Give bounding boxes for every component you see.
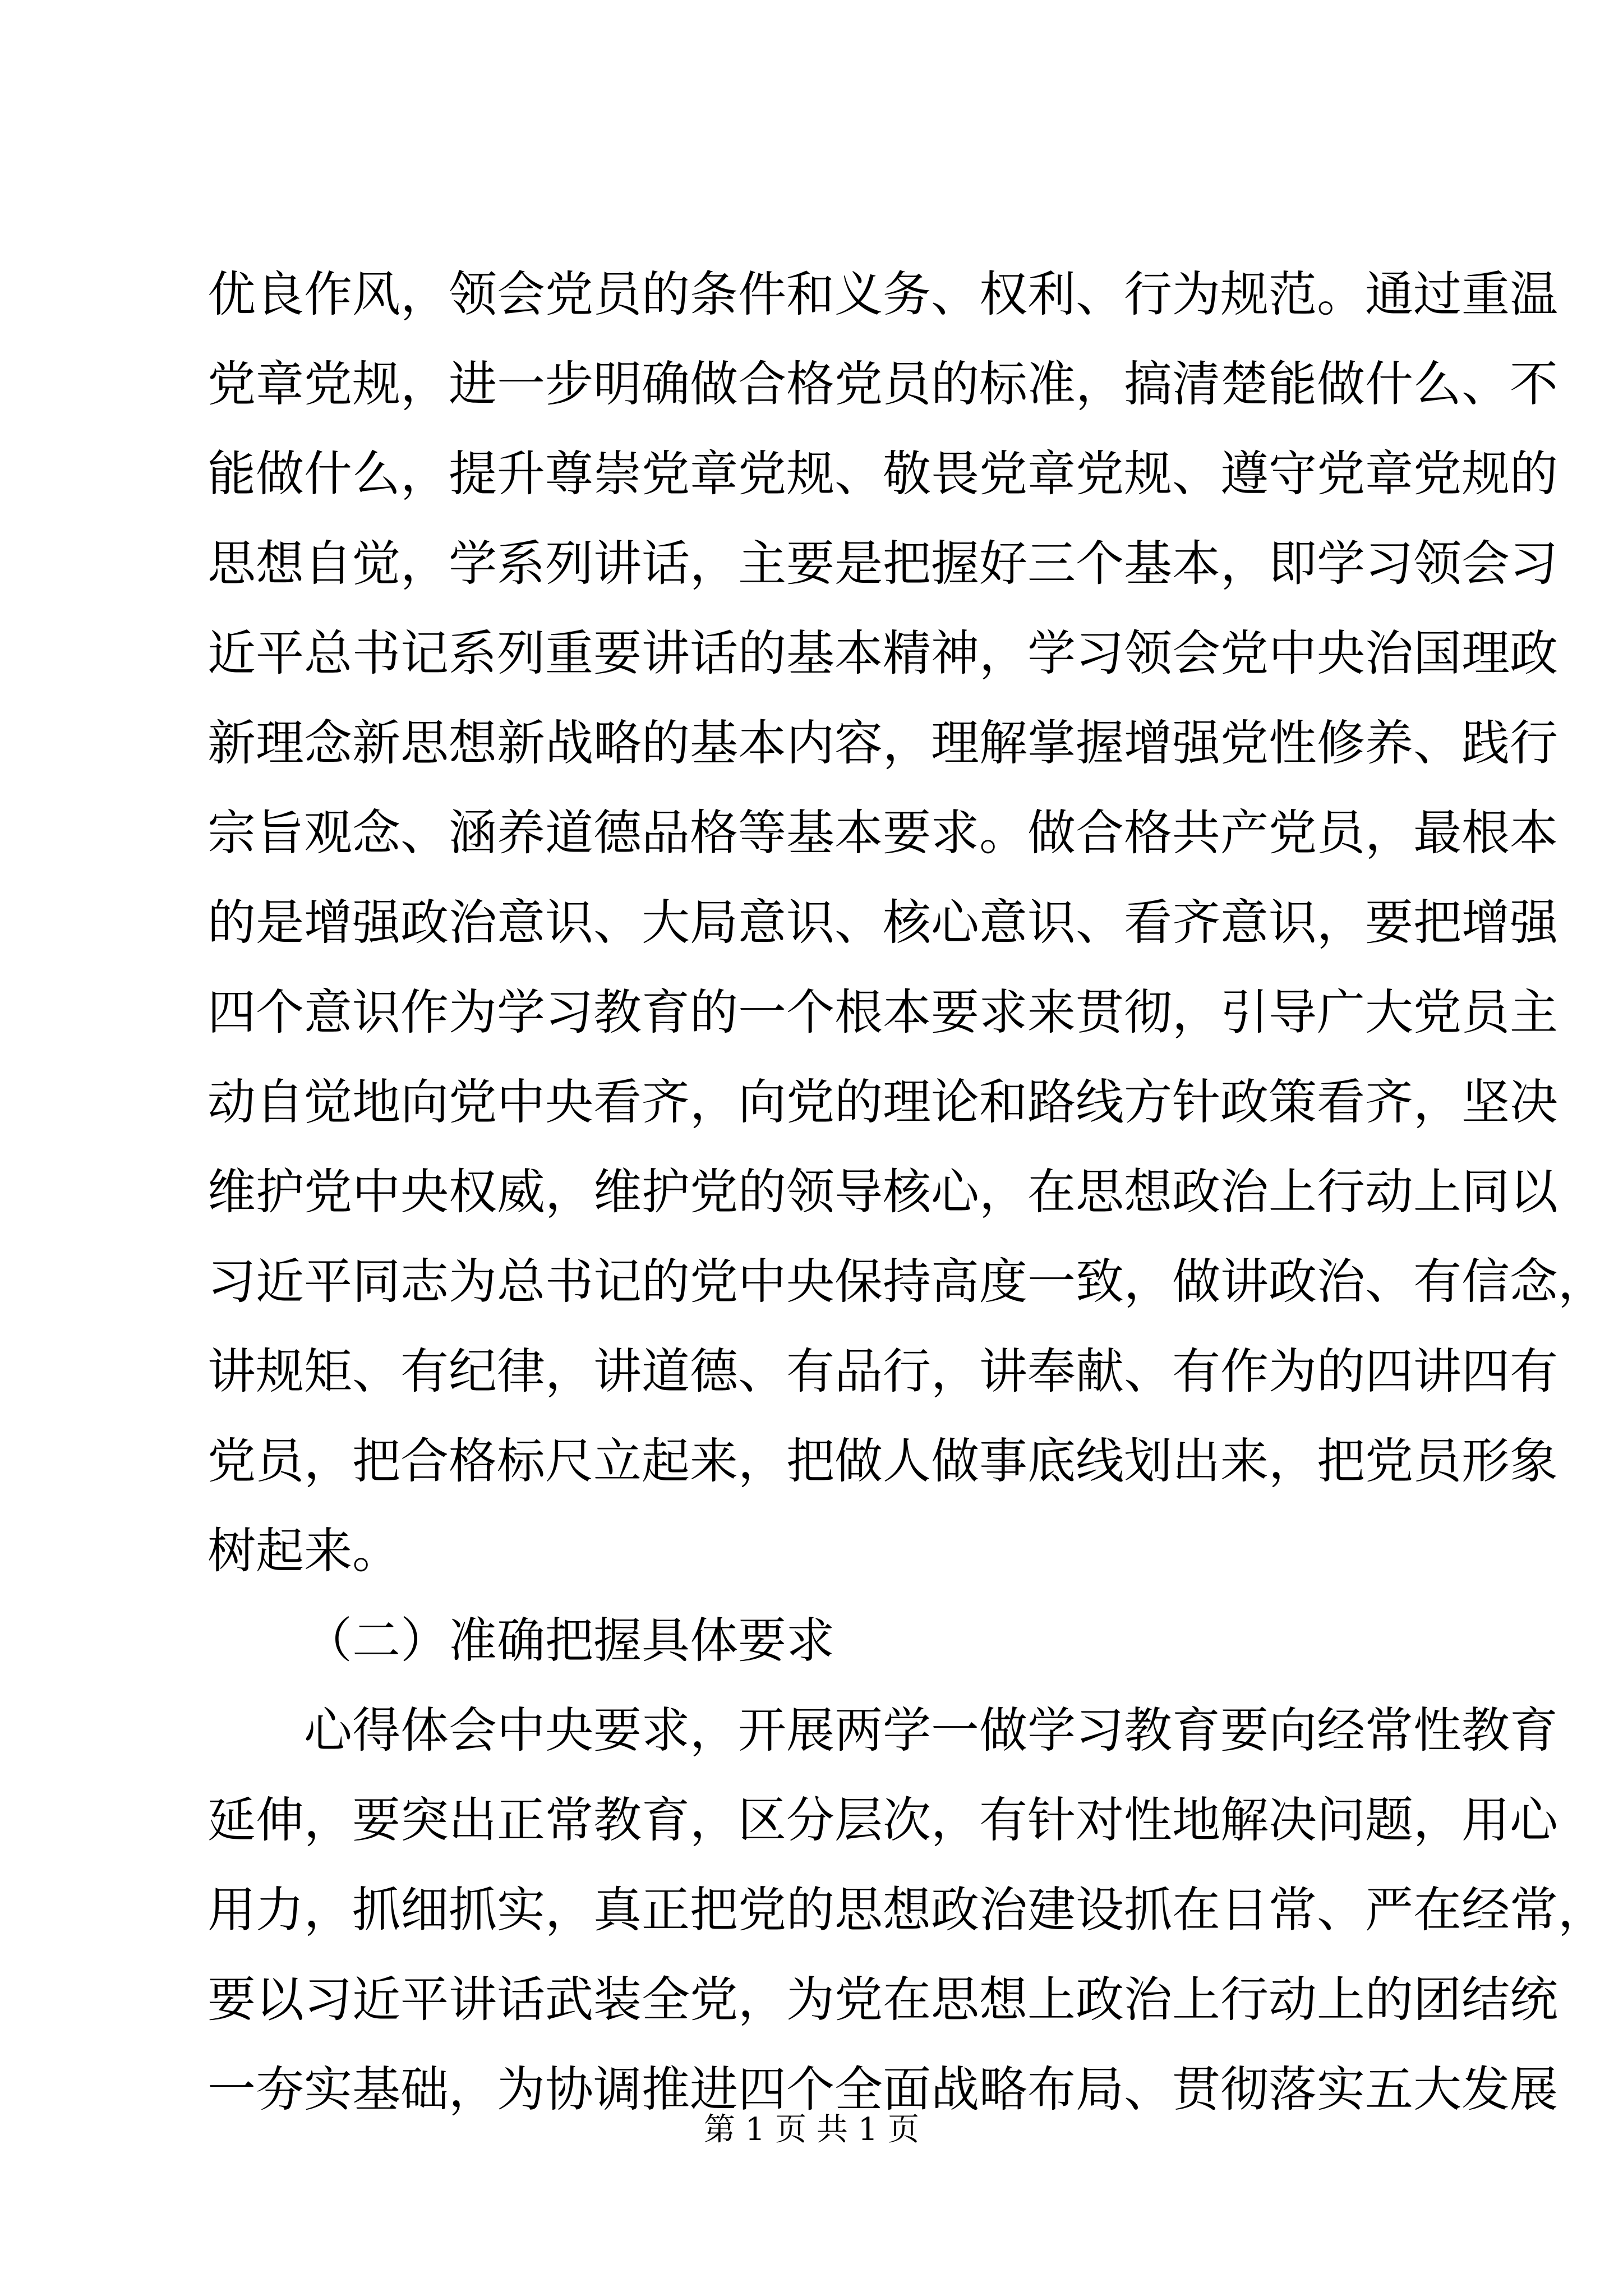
- paragraph-line: 思想自觉，学系列讲话，主要是把握好三个基本，即学习领会习: [208, 536, 1558, 592]
- paragraph-line: 要以习近平讲话武装全党，为党在思想上政治上行动上的团结统: [208, 1972, 1558, 2028]
- paragraph-line: 动自觉地向党中央看齐，向党的理论和路线方针政策看齐，坚决: [208, 1074, 1558, 1130]
- paragraph-line: 近平总书记系列重要讲话的基本精神，学习领会党中央治国理政: [208, 625, 1558, 682]
- paragraph-line: 用力，抓细抓实，真正把党的思想政治建设抓在日常、严在经常，: [208, 1882, 1606, 1938]
- paragraph-line: 能做什么，提升尊崇党章党规、敬畏党章党规、遵守党章党规的: [208, 446, 1558, 502]
- paragraph-line: 四个意识作为学习教育的一个根本要求来贯彻，引导广大党员主: [208, 984, 1558, 1041]
- paragraph-line: 习近平同志为总书记的党中央保持高度一致，做讲政治、有信念，: [208, 1254, 1606, 1310]
- paragraph-line: 树起来。: [208, 1523, 400, 1579]
- paragraph-line: 新理念新思想新战略的基本内容，理解掌握增强党性修养、践行: [208, 715, 1558, 771]
- section-heading: （二）准确把握具体要求: [304, 1613, 834, 1669]
- paragraph-line: 优良作风，领会党员的条件和义务、权利、行为规范。通过重温: [208, 266, 1558, 323]
- paragraph-line: 一夯实基础，为协调推进四个全面战略布局、贯彻落实五大发展: [208, 2062, 1558, 2118]
- paragraph-line: 维护党中央权威，维护党的领导核心，在思想政治上行动上同以: [208, 1164, 1558, 1220]
- paragraph-line: 宗旨观念、涵养道德品格等基本要求。做合格共产党员，最根本: [208, 805, 1558, 861]
- paragraph-line: 讲规矩、有纪律，讲道德、有品行，讲奉献、有作为的四讲四有: [208, 1343, 1558, 1400]
- document-body: [208, 250, 1606, 2134]
- paragraph-line: 心得体会中央要求，开展两学一做学习教育要向经常性教育: [304, 1703, 1558, 1759]
- paragraph-line: 延伸，要突出正常教育，区分层次，有针对性地解决问题，用心: [208, 1792, 1558, 1848]
- paragraph-line: 党章党规，进一步明确做合格党员的标准，搞清楚能做什么、不: [208, 356, 1558, 412]
- paragraph-line: 党员，把合格标尺立起来，把做人做事底线划出来，把党员形象: [208, 1433, 1558, 1489]
- paragraph-line: 的是增强政治意识、大局意识、核心意识、看齐意识，要把增强: [208, 895, 1558, 951]
- page-footer: 第 1 页 共 1 页: [703, 2111, 920, 2148]
